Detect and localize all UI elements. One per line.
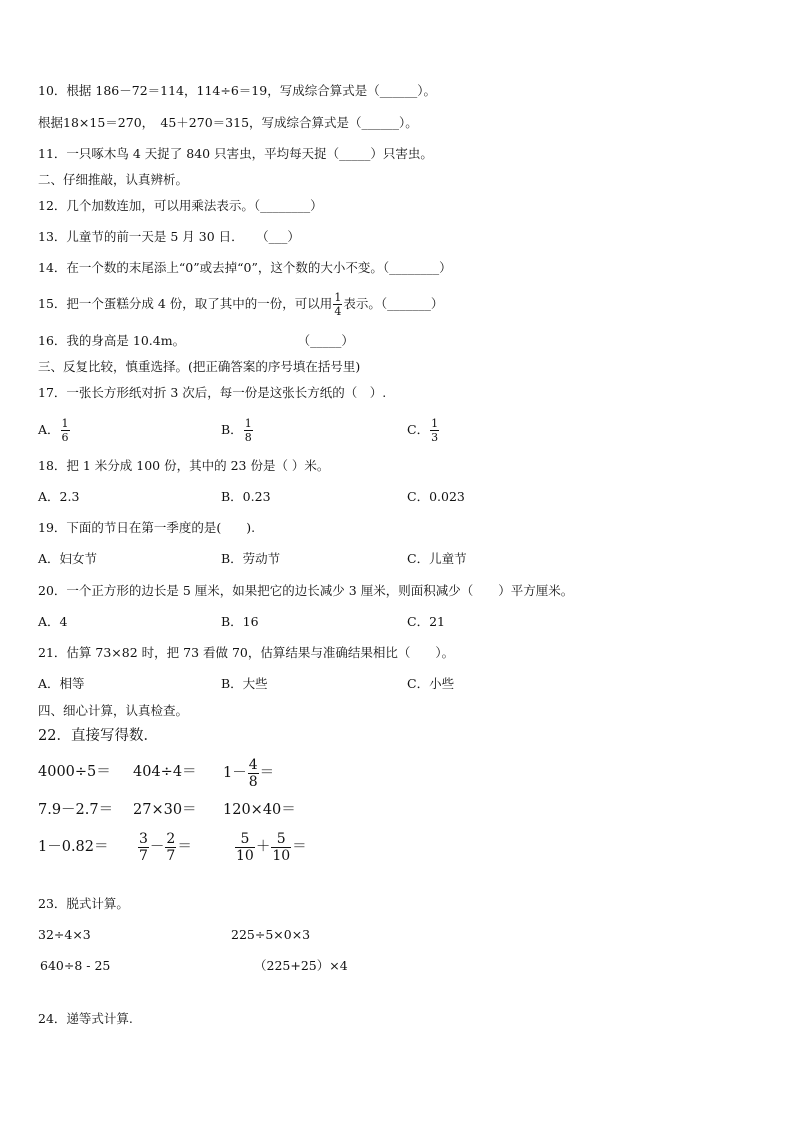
q22-r1c3-fraction [248, 758, 259, 789]
q13: 13．儿童节的前一天是 5 月 30 日． （___） [38, 229, 300, 244]
q15-before: 15．把一个蛋糕分成 4 份，取了其中的一份，可以用 [38, 296, 333, 311]
q22-r1c1: 4000÷5＝ [38, 764, 111, 780]
q22-r3c3-frac1 [235, 832, 255, 863]
section-2-heading: 二、仔细推敲，认真辨析。 [38, 172, 189, 187]
q10-line1: 10．根据 186－72＝114，114÷6＝19，写成综合算式是（______）。 [38, 83, 436, 98]
q19-option-c: C．儿童节 [407, 551, 467, 566]
q22-r1c3-num: 4 [248, 756, 258, 773]
q22-r3c2-n1: 3 [139, 830, 148, 847]
q17-c-fraction [430, 418, 439, 443]
q21-option-c: C．小些 [407, 676, 455, 691]
q16: 16．我的身高是 10.4m。 （_____） [38, 333, 354, 348]
q14: 14．在一个数的末尾添上“0”或去掉“0”，这个数的大小不变。（________） [38, 260, 452, 275]
q17-stem: 17．一张长方形纸对折 3 次后，每一份是这张长方纸的（ ）. [38, 385, 387, 400]
q15-frac-den: 4 [334, 305, 342, 318]
q17-b-den: 8 [244, 431, 252, 444]
q22-r3c3-post: ＝ [292, 839, 307, 855]
q22-r3c2 [137, 829, 192, 865]
q17-a-den: 6 [61, 431, 69, 444]
q12: 12．几个加数连加，可以用乘法表示。（________） [38, 198, 323, 213]
q22-r3c3-n1: 5 [240, 830, 250, 847]
section-3-heading: 三、反复比较，慎重选择。(把正确答案的序号填在括号里) [38, 359, 361, 374]
q21-stem: 21．估算 73×82 时，把 73 看做 70，估算结果与准确结果相比（ ）。 [38, 645, 455, 660]
q22-r3c2-frac2 [165, 832, 176, 863]
q22-stem: 22．直接写得数． [38, 728, 158, 744]
q20-option-c: C．21 [407, 614, 445, 629]
q22-r3c2-n2: 2 [166, 830, 176, 847]
q19-option-a: A．妇女节 [38, 551, 98, 566]
q22-r1c3-pre: 1－ [223, 765, 247, 781]
q18-option-b: B．0.23 [221, 489, 271, 504]
section-4-heading: 四、细心计算，认真检查。 [38, 703, 189, 718]
q11: 11．一只啄木鸟 4 天捉了 840 只害虫，平均每天捉（_____）只害虫。 [38, 146, 433, 161]
q22-r3c2-d2: 7 [166, 847, 176, 864]
q22-r3c3 [234, 829, 307, 865]
q19-stem: 19．下面的节日在第一季度的是( ). [38, 520, 256, 535]
q17-c-den: 3 [431, 431, 439, 444]
q22-r2c2: 27×30＝ [133, 802, 197, 818]
q17-option-a [38, 412, 71, 448]
q19-option-b: B．劳动节 [221, 551, 281, 566]
q22-r1c2: 404÷4＝ [133, 764, 197, 780]
q22-r3c3-operator: ＋ [255, 839, 271, 855]
q22-r3c2-d1: 7 [139, 847, 148, 864]
q17-b-num: 1 [244, 417, 252, 430]
q15 [38, 286, 443, 322]
q17-b-label: B． [221, 422, 243, 437]
q22-r1c3-den: 8 [248, 773, 258, 790]
q22-r3c3-d1: 10 [236, 847, 254, 864]
q18-option-a: A．2.3 [38, 489, 80, 504]
q18-stem: 18．把 1 米分成 100 份，其中的 23 份是（ ）米。 [38, 458, 330, 473]
q17-c-num: 1 [431, 417, 439, 430]
q17-b-fraction [244, 418, 253, 443]
q22-r3c1: 1－0.82＝ [38, 839, 109, 855]
q17-c-label: C． [407, 422, 430, 437]
q15-frac-num: 1 [334, 291, 342, 304]
q15-after: 表示。（_______） [343, 296, 444, 311]
q22-r3c2-frac1 [138, 832, 149, 863]
q20-stem: 20．一个正方形的边长是 5 厘米，如果把它的边长减少 3 厘米，则面积减少（ ）平方厘米。 [38, 583, 574, 598]
q23-expr-1: 32÷4×3 [38, 927, 91, 942]
q21-option-b: B．大些 [221, 676, 268, 691]
q22-r3c2-post: ＝ [177, 839, 192, 855]
q10-line2: 根据18×15＝270， 45＋270＝315，写成综合算式是（______）。 [38, 115, 418, 130]
q17-option-b [221, 412, 254, 448]
q22-r2c3: 120×40＝ [223, 802, 296, 818]
q18-option-c: C．0.023 [407, 489, 465, 504]
q17-a-label: A． [38, 422, 60, 437]
q21-option-a: A．相等 [38, 676, 85, 691]
q22-r3c3-d2: 10 [272, 847, 291, 864]
q24-stem: 24．递等式计算. [38, 1011, 133, 1026]
q20-option-a: A．4 [38, 614, 68, 629]
q23-expr-2: 225÷5×0×3 [231, 927, 311, 942]
q22-r1c3-post: ＝ [259, 765, 275, 781]
q22-r3c3-frac2 [271, 832, 291, 863]
q15-fraction [333, 292, 342, 317]
q23-expr-4: （225+25）×4 [254, 958, 348, 973]
q17-option-c [407, 412, 440, 448]
q22-r2c1: 7.9－2.7＝ [38, 802, 114, 818]
q17-a-fraction [61, 418, 70, 443]
q22-r3c2-operator: － [149, 839, 165, 855]
q23-expr-3: 640÷8 - 25 [40, 958, 111, 973]
q17-a-num: 1 [61, 417, 69, 430]
q23-stem: 23．脱式计算。 [38, 896, 129, 911]
q20-option-b: B．16 [221, 614, 259, 629]
q22-r1c3 [223, 755, 274, 791]
q22-r3c3-n2: 5 [276, 830, 286, 847]
